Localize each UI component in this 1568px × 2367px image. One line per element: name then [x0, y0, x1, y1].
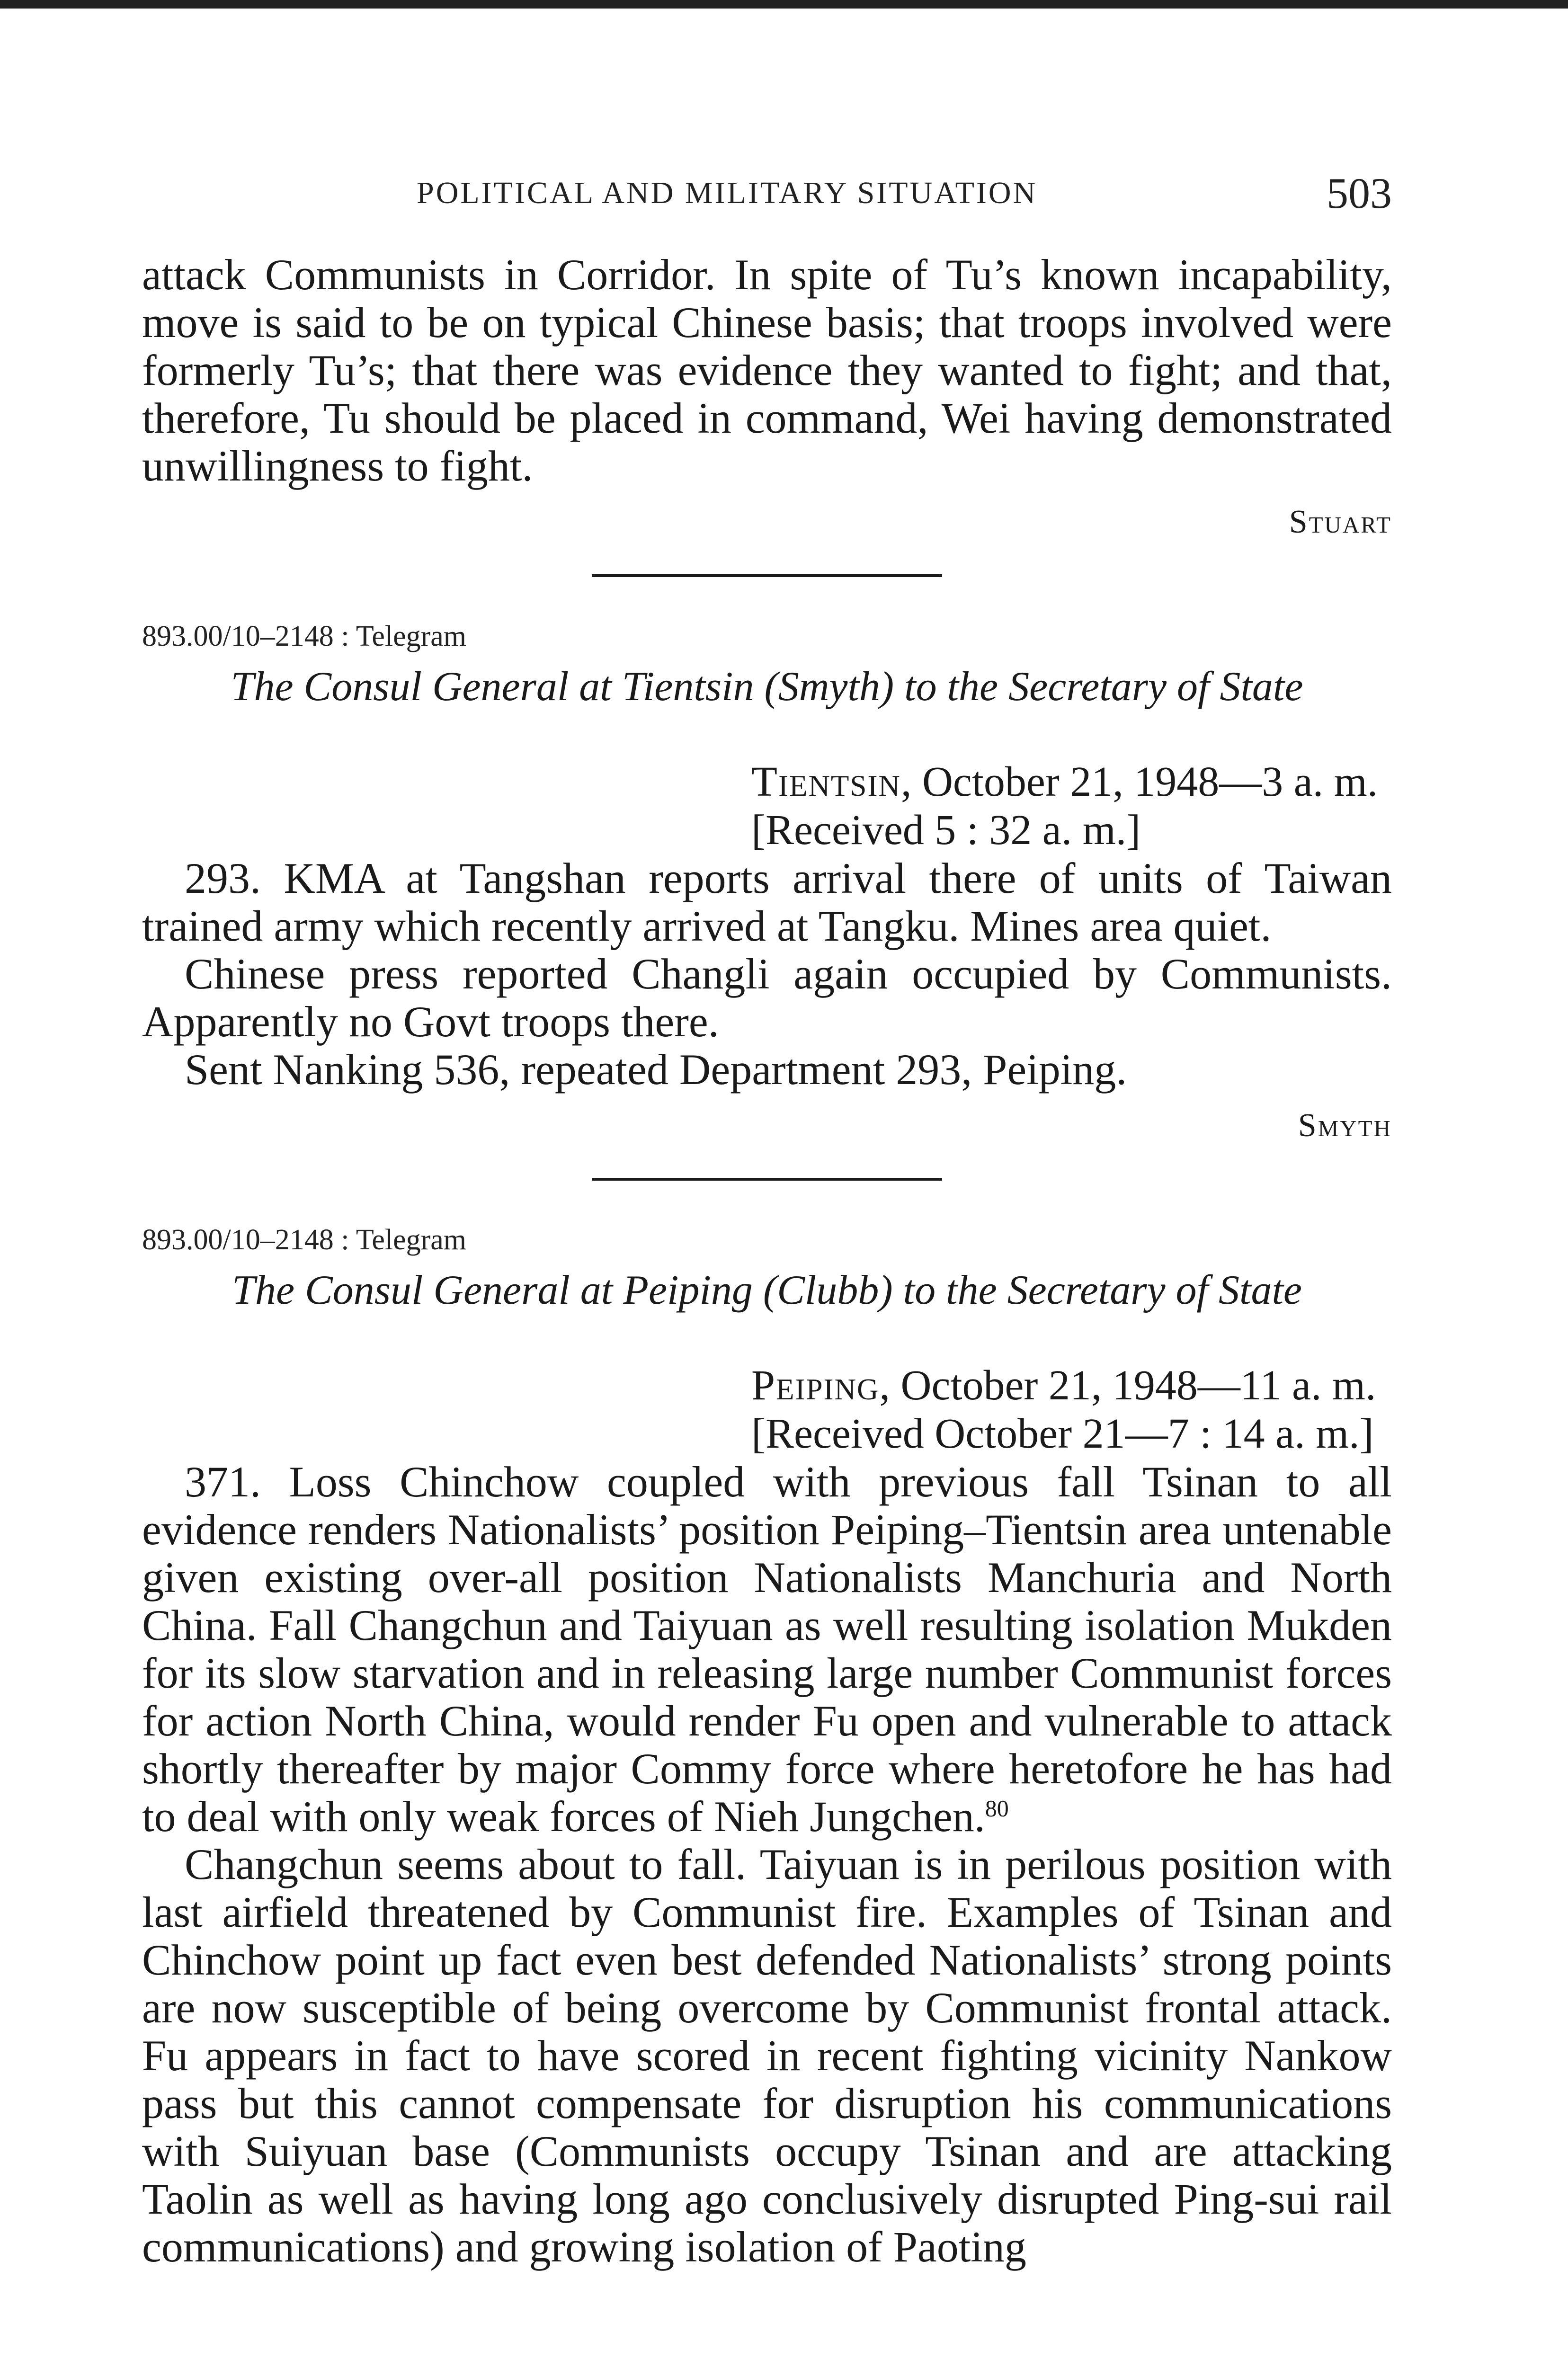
- section-divider: [592, 1178, 942, 1181]
- received-note: [Received October 21—7 : 14 a. m.]: [751, 1410, 1374, 1457]
- body-paragraph: Chinese press reported Changli again occupied by Communists. Apparently no Govt troops there.: [142, 950, 1392, 1046]
- dateline: [142, 758, 1392, 854]
- body-paragraph: 293. KMA at Tangshan reports arrival there of units of Taiwan trained army which recently arrived at Tangku. Mines area quiet.: [142, 854, 1392, 950]
- section-divider: [592, 574, 942, 577]
- received-note: [Received 5 : 32 a. m.]: [751, 807, 1141, 854]
- dateline-place: Peiping: [751, 1362, 880, 1409]
- continuation-paragraph: attack Communists in Corridor. In spite of Tu’s known incapability, move is said to be on typical Chinese basis; that troops involved were formerly Tu’s; that there was evidence they wanted to fight; and that, therefore, Tu should be placed in command, Wei having demonstrated unwillingness to fight.: [142, 250, 1392, 490]
- dateline: [142, 1361, 1392, 1458]
- running-head: POLITICAL AND MILITARY SITUATION: [417, 176, 1038, 210]
- document-title: The Consul General at Peiping (Clubb) to the Secretary of State: [232, 1267, 1302, 1313]
- document-title: The Consul General at Tientsin (Smyth) to the Secretary of State: [231, 664, 1303, 710]
- paragraph-text: 371. Loss Chinchow coupled with previous fall Tsinan to all evidence renders Nationalists’ position Peiping–Tientsin area untenable given existing over-all position Nationalists Manchuria and North China. Fall Changchun and Taiyuan as well resulting isolation Mukden for its slow starvation and in releasing large number Communist forces for action North China, would render Fu open and vulnerable to attack shortly thereafter by major Commy force where heretofore he has had to deal with only weak forces of Nieh Jungchen.: [142, 1458, 1392, 1841]
- signature-smyth: Smyth: [1298, 1107, 1392, 1144]
- footnote-reference[interactable]: 80: [985, 1795, 1009, 1822]
- page-number: 503: [1327, 169, 1392, 217]
- dateline-place: Tientsin: [751, 758, 901, 805]
- signature-stuart: Stuart: [1289, 504, 1392, 540]
- file-reference: 893.00/10–2148 : Telegram: [142, 1224, 467, 1256]
- page-body: [142, 251, 1392, 2271]
- page-header: [142, 168, 1392, 220]
- body-paragraph: Changchun seems about to fall. Taiyuan is in perilous position with last airfield threatened by Communist fire. Examples of Tsinan and Chinchow point up fact even best defended Nationalists’ strong points are now susceptible of being overcome by Communist frontal attack. Fu appears in fact to have scored in recent fighting vicinity Nankow pass but this cannot compensate for disruption his communications with Suiyuan base (Communists occupy Tsinan and are attacking Taolin as well as having long ago conclusively disrupted Ping-sui rail communications) and growing isolation of Paoting: [142, 1840, 1392, 2271]
- scan-edge-line: [0, 0, 1568, 9]
- body-paragraph: Sent Nanking 536, repeated Department 293, Peiping.: [185, 1045, 1127, 1094]
- body-paragraph: [142, 1458, 1392, 1841]
- dateline-date: , October 21, 1948—11 a. m.: [879, 1362, 1376, 1409]
- dateline-date: , October 21, 1948—3 a. m.: [900, 758, 1378, 805]
- file-reference: 893.00/10–2148 : Telegram: [142, 620, 467, 652]
